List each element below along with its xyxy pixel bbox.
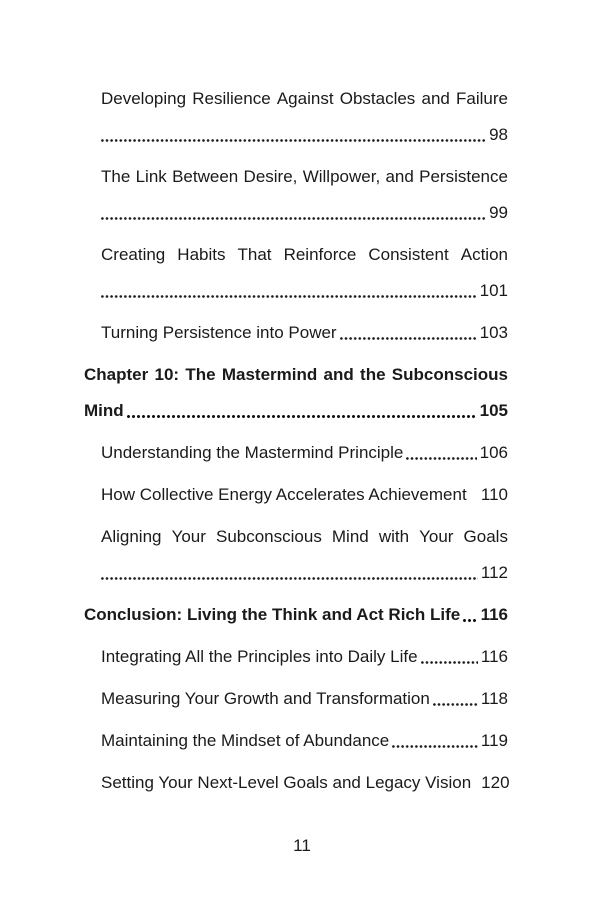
dot-leader-dots [101, 577, 478, 580]
toc-entry-leader-line [101, 195, 508, 231]
toc-title-word: with [378, 527, 410, 546]
toc-page-number: 120 [481, 773, 510, 792]
dot-leader-dots [406, 457, 476, 460]
toc-page-number: 110 [480, 485, 508, 504]
toc-title-word: Link [135, 167, 167, 186]
toc-entry [101, 237, 508, 309]
dot-leader-dots [340, 337, 477, 340]
toc-entry-leader-line [101, 477, 508, 513]
toc-title-word: and [421, 89, 450, 108]
toc-page-number: 105 [479, 401, 508, 420]
toc-entry-leader-line [101, 273, 508, 309]
toc-entry-title-line [101, 159, 508, 195]
toc-entry-text: Turning Persistence into Power [101, 323, 337, 342]
toc-entry [101, 435, 508, 471]
toc-entry [101, 519, 508, 591]
toc-entry [101, 159, 508, 231]
toc-title-word: Creating [101, 245, 166, 264]
toc-title-word: Failure [456, 89, 508, 108]
toc-title-word: That [237, 245, 272, 264]
toc-entry-text: Integrating All the Principles into Daily Life [101, 647, 418, 666]
toc-entry-leader-line [101, 117, 508, 153]
toc-page-number: 101 [479, 281, 508, 300]
toc-entry [101, 81, 508, 153]
toc-entry-title-line [101, 237, 508, 273]
dot-leader-dots [433, 703, 478, 706]
toc-title-word: The [101, 167, 131, 186]
toc-entry [101, 723, 508, 759]
toc-entry-title-line [84, 357, 508, 393]
toc-entry-leader-line [101, 435, 508, 471]
toc-entry [101, 681, 508, 717]
toc-title-word: Your [419, 527, 454, 546]
toc-entry [101, 477, 508, 513]
toc-title-word: Consistent [368, 245, 449, 264]
toc-title-word: Aligning [101, 527, 162, 546]
toc-page-number: 98 [489, 125, 508, 144]
toc-entry-text: Understanding the Mastermind Principle [101, 443, 404, 462]
toc-entry-text: How Collective Energy Accelerates Achievement [101, 485, 467, 504]
toc-page-number: 99 [489, 203, 508, 222]
toc-title-word: Against [276, 89, 334, 108]
toc-entry [84, 357, 508, 429]
toc-entry-leader-line [101, 639, 508, 675]
toc-entry [101, 315, 508, 351]
toc-title-word: the [360, 365, 386, 384]
toc-title-word: Mind [331, 527, 369, 546]
toc-page-number: 118 [480, 689, 508, 708]
toc-title-word: Developing [101, 89, 187, 108]
dot-leader-dots [421, 661, 478, 664]
toc-entry-leader-line [101, 723, 508, 759]
toc-page-number: 116 [480, 647, 508, 666]
dot-leader-dots [101, 295, 477, 298]
dot-leader-blank [470, 499, 478, 502]
toc-title-word: Mastermind [221, 365, 318, 384]
toc-title-word: Action [460, 245, 508, 264]
toc-title-word: Desire, [243, 167, 298, 186]
toc-entry-text: Setting Your Next-Level Goals and Legacy Vision [101, 773, 472, 792]
folio-page-number: 11 [293, 836, 311, 855]
toc-title-word: Reinforce [283, 245, 357, 264]
dot-leader-blank [474, 787, 478, 790]
toc-entry [84, 597, 508, 633]
toc-title-word: Goals [463, 527, 508, 546]
toc-page-number: 116 [480, 605, 508, 624]
toc-entry-leader-line [84, 393, 508, 429]
toc-title-word: Willpower, [302, 167, 381, 186]
dot-leader-dots [101, 139, 486, 142]
toc-page-number: 106 [479, 443, 508, 462]
toc-entry-leader-line [101, 681, 508, 717]
toc-entry [101, 639, 508, 675]
toc-title-word: 10: [154, 365, 180, 384]
dot-leader-dots [392, 745, 478, 748]
toc-title-word: The [185, 365, 216, 384]
toc-title-word: Your [171, 527, 206, 546]
dot-leader-dots [127, 415, 477, 418]
toc-entry-leader-line [84, 597, 508, 633]
toc-entry [101, 765, 508, 801]
toc-entry-title-line [101, 519, 508, 555]
dot-leader-dots [101, 217, 486, 220]
toc-entry-text: Mind [84, 401, 124, 420]
toc-title-word: Habits [177, 245, 226, 264]
dot-leader-dots [463, 619, 477, 622]
toc-title-word: Subconscious [215, 527, 322, 546]
toc-title-word: and [385, 167, 414, 186]
toc-entry-text: Measuring Your Growth and Transformation [101, 689, 430, 708]
toc-page-number: 103 [479, 323, 508, 342]
toc-entry-title-line [101, 81, 508, 117]
toc-entry-text: Maintaining the Mindset of Abundance [101, 731, 390, 750]
toc-title-word: Resilience [192, 89, 271, 108]
toc-title-word: Subconscious [391, 365, 508, 384]
toc-title-word: Obstacles [339, 89, 416, 108]
toc-title-word: Chapter [84, 365, 149, 384]
toc-page-number: 119 [480, 731, 508, 750]
toc-title-word: Between [172, 167, 239, 186]
toc-title-word: and [323, 365, 354, 384]
toc-title-word: Persistence [419, 167, 508, 186]
toc-entry-leader-line [101, 765, 508, 801]
toc-entry-leader-line [101, 555, 508, 591]
toc-entry-leader-line [101, 315, 508, 351]
toc-page-number: 112 [480, 563, 508, 582]
toc-entry-text: Conclusion: Living the Think and Act Rich Life [84, 605, 461, 624]
